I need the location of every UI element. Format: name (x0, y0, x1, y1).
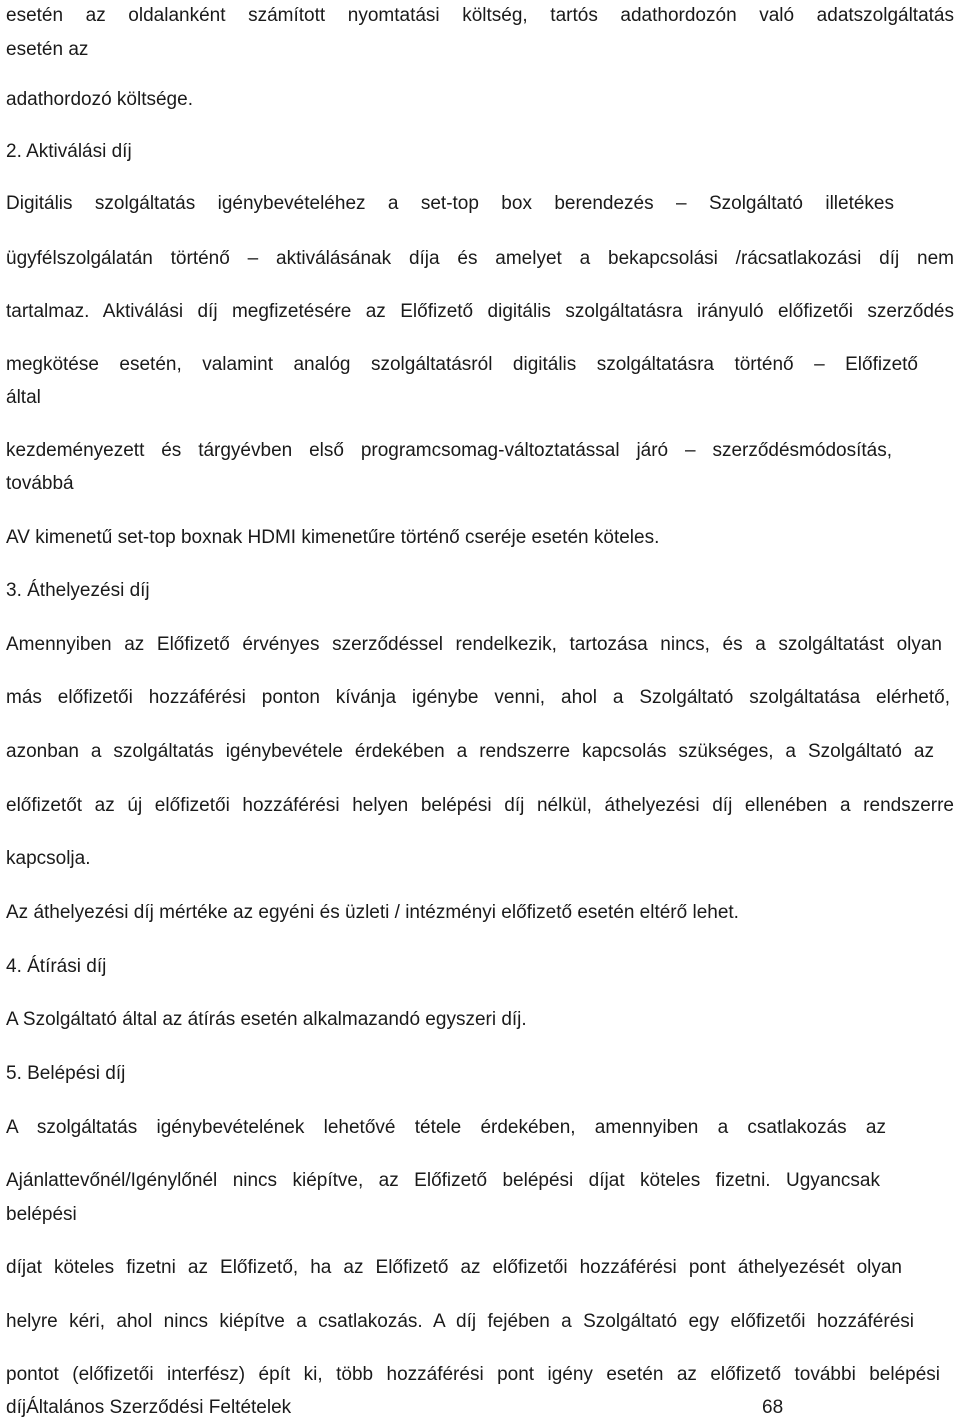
text-line: adathordozó költsége. (6, 89, 193, 110)
page-number: 68 (762, 1397, 784, 1418)
text-line: megkötése esetén, valamint analóg szolgáltatásról digitális szolgáltatásra történő – Előfizető (6, 354, 918, 375)
footer-title-text: Általános Szerződési Feltételek (26, 1397, 292, 1418)
text-line: Az áthelyezési díj mértéke az egyéni és üzleti / intézményi előfizető esetén eltérő lehet. (6, 902, 739, 923)
text-line: kapcsolja. (6, 848, 91, 869)
text-line: esetén az oldalanként számított nyomtatási költség, tartós adathordozón való adatszolgáltatás (6, 5, 954, 26)
text-line: Digitális szolgáltatás igénybevételéhez a set-top box berendezés – Szolgáltató illetékes (6, 193, 894, 214)
text-line: tartalmaz. Aktiválási díj megfizetésére az Előfizető digitális szolgáltatásra irányuló előfizetői szerződés (6, 301, 954, 322)
text-line: által (6, 387, 41, 408)
text-line: ügyfélszolgálatán történő – aktiválásának díja és amelyet a bekapcsolási /rácsatlakozási díj nem (6, 248, 954, 269)
text-line: helyre kéri, ahol nincs kiépítve a csatlakozás. A díj fejében a Szolgáltató egy előfizetői hozzáférési (6, 1311, 914, 1332)
section-heading: 4. Átírási díj (6, 956, 107, 977)
text-line: más előfizetői hozzáférési ponton kívánja igénybe venni, ahol a Szolgáltató szolgáltatása elérhető, (6, 687, 950, 708)
text-line: esetén az (6, 39, 89, 60)
text-line: AV kimenetű set-top boxnak HDMI kimenetűre történő cseréje esetén köteles. (6, 527, 660, 548)
footer-lead-text: díj (6, 1397, 27, 1418)
text-line: továbbá (6, 473, 74, 494)
text-line: A szolgáltatás igénybevételének lehetővé tétele érdekében, amennyiben a csatlakozás az (6, 1117, 886, 1138)
section-heading: 5. Belépési díj (6, 1063, 126, 1084)
text-line: Amennyiben az Előfizető érvényes szerződéssel rendelkezik, tartozása nincs, és a szolgáltatást olyan (6, 634, 942, 655)
text-line: Ajánlattevőnél/Igénylőnél nincs kiépítve, az Előfizető belépési díjat köteles fizetni. Ugyancsak (6, 1170, 880, 1191)
footer-document-title (6, 1396, 291, 1420)
text-line: kezdeményezett és tárgyévben első programcsomag-változtatással járó – szerződésmódosítás, (6, 440, 892, 461)
text-line: előfizetőt az új előfizetői hozzáférési helyen belépési díj nélkül, áthelyezési díj ellenében a rendszerre (6, 795, 954, 816)
section-heading: 3. Áthelyezési díj (6, 580, 150, 601)
text-line: A Szolgáltató által az átírás esetén alkalmazandó egyszeri díj. (6, 1009, 527, 1030)
text-line: díjat köteles fizetni az Előfizető, ha az Előfizető az előfizetői hozzáférési pont áthelyezését olyan (6, 1257, 902, 1278)
text-line: azonban a szolgáltatás igénybevétele érdekében a rendszerre kapcsolás szükséges, a Szolgáltató az (6, 741, 934, 762)
text-line: belépési (6, 1204, 77, 1225)
text-line: pontot (előfizetői interfész) épít ki, több hozzáférési pont igény esetén az előfizető további belépési (6, 1364, 940, 1385)
section-heading: 2. Aktiválási díj (6, 141, 132, 162)
